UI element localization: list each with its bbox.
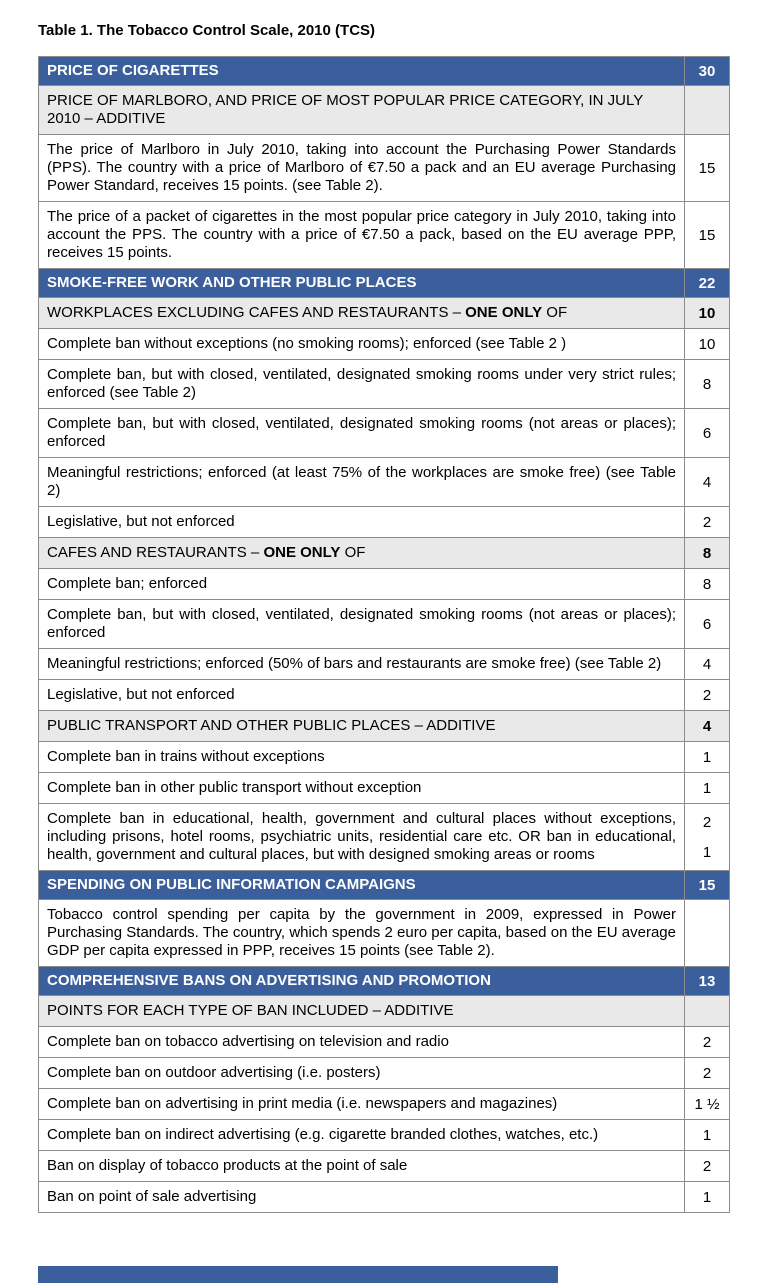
row-text-bold-segment: ONE ONLY — [263, 544, 341, 561]
tcs-table — [38, 56, 730, 1213]
row-text-segment: Complete ban, but with closed, ventilated, designated smoking rooms under very strict rules; enforced (see Table 2) — [47, 366, 676, 401]
table-row-item — [39, 201, 729, 268]
row-text — [39, 742, 685, 772]
row-value-number: 22 — [698, 274, 716, 292]
row-value-number: 2 — [702, 686, 712, 704]
row-value — [685, 86, 729, 134]
row-value-number: 1 — [702, 779, 712, 797]
table-row-item — [39, 803, 729, 870]
row-text — [39, 507, 685, 537]
row-text — [39, 804, 685, 870]
table-row-item — [39, 1119, 729, 1150]
row-text — [39, 1182, 685, 1212]
table-row-sub — [39, 537, 729, 568]
row-text-segment: Complete ban, but with closed, ventilated, designated smoking rooms (not areas or places); enforced — [47, 415, 676, 450]
row-text-segment: Meaningful restrictions; enforced (at least 75% of the workplaces are smoke free) (see Table 2) — [47, 464, 676, 499]
row-value — [685, 600, 729, 648]
row-text — [39, 1151, 685, 1181]
row-value — [685, 649, 729, 679]
table-row-section — [39, 966, 729, 995]
row-text-segment: PRICE OF CIGARETTES — [47, 62, 219, 79]
row-text — [39, 967, 685, 995]
row-text-segment: Complete ban in trains without exceptions — [47, 748, 325, 765]
next-section-header-partial — [38, 1266, 558, 1283]
table-row-item — [39, 741, 729, 772]
row-text — [39, 135, 685, 201]
table-row-item — [39, 1088, 729, 1119]
row-value-number: 2 — [702, 513, 712, 531]
row-text-segment: Ban on display of tobacco products at the point of sale — [47, 1157, 408, 1174]
row-text-segment: Legislative, but not enforced — [47, 686, 235, 703]
row-value — [685, 409, 729, 457]
row-value — [685, 871, 729, 899]
row-value — [685, 1120, 729, 1150]
row-text — [39, 1089, 685, 1119]
row-value-number: 4 — [702, 473, 712, 491]
row-text — [39, 996, 685, 1026]
row-value-number: 2 — [702, 1033, 712, 1051]
table-row-section — [39, 268, 729, 297]
table-row-item — [39, 408, 729, 457]
table-row-sub — [39, 710, 729, 741]
row-text-segment: PRICE OF MARLBORO, AND PRICE OF MOST POPULAR PRICE CATEGORY, IN JULY 2010 – ADDITIVE — [47, 92, 643, 127]
row-value — [685, 202, 729, 268]
row-value-number: 1 — [702, 748, 712, 766]
row-value — [685, 773, 729, 803]
row-value-number: 8 — [702, 544, 712, 562]
row-text-segment: COMPREHENSIVE BANS ON ADVERTISING AND PROMOTION — [47, 972, 491, 989]
row-text — [39, 680, 685, 710]
table-row-section — [39, 870, 729, 899]
row-value-number: 4 — [702, 655, 712, 673]
row-value — [685, 569, 729, 599]
row-text-segment: POINTS FOR EACH TYPE OF BAN INCLUDED – ADDITIVE — [47, 1002, 454, 1019]
row-text-segment: Meaningful restrictions; enforced (50% of bars and restaurants are smoke free) (see Table 2) — [47, 655, 662, 672]
row-text — [39, 269, 685, 297]
row-value — [685, 507, 729, 537]
row-text — [39, 871, 685, 899]
row-value-number: 1 — [702, 843, 712, 861]
row-value-number: 15 — [698, 226, 716, 244]
row-value-number: 2 — [702, 1064, 712, 1082]
row-text — [39, 298, 685, 328]
row-value-number: 30 — [698, 62, 716, 80]
table-row-item — [39, 1150, 729, 1181]
table-row-item — [39, 134, 729, 201]
table-row-item — [39, 648, 729, 679]
row-value — [685, 298, 729, 328]
row-text-segment: Ban on point of sale advertising — [47, 1188, 257, 1205]
row-text-segment: CAFES AND RESTAURANTS – — [47, 544, 264, 561]
row-value — [685, 458, 729, 506]
row-value-number: 8 — [702, 575, 712, 593]
table-row-item — [39, 506, 729, 537]
row-text-segment: Complete ban on tobacco advertising on television and radio — [47, 1033, 449, 1050]
row-value — [685, 269, 729, 297]
row-text — [39, 1120, 685, 1150]
row-value-number: 15 — [698, 159, 716, 177]
table-row-item — [39, 899, 729, 966]
row-text-segment: The price of Marlboro in July 2010, taking into account the Purchasing Power Standards (PPS). The country with a price of Marlboro of €7.50 a pack and an EU average Purchasing Power Standard, receives 15 points. (see Table 2). — [47, 141, 676, 194]
row-text — [39, 409, 685, 457]
row-value-number: 10 — [698, 335, 716, 353]
row-value — [685, 1089, 729, 1119]
row-text — [39, 202, 685, 268]
row-text — [39, 569, 685, 599]
row-value — [685, 680, 729, 710]
row-text-segment: Complete ban on advertising in print media (i.e. newspapers and magazines) — [47, 1095, 558, 1112]
row-text-segment: Tobacco control spending per capita by the government in 2009, expressed in Power Purchasing Standards. The country, which spends 2 euro per capita, based on the EU average GDP per capita expressed in PPP, receives 15 points (see Table 2). — [47, 906, 676, 959]
row-text-segment: Complete ban on outdoor advertising (i.e. posters) — [47, 1064, 381, 1081]
table-row-item — [39, 1057, 729, 1088]
row-text-segment: SMOKE-FREE WORK AND OTHER PUBLIC PLACES — [47, 274, 417, 291]
row-text-segment: WORKPLACES EXCLUDING CAFES AND RESTAURANTS – — [47, 304, 466, 321]
row-text — [39, 329, 685, 359]
row-value — [685, 804, 729, 870]
table-row-sub — [39, 85, 729, 134]
row-value — [685, 1058, 729, 1088]
row-value-number: 2 — [702, 813, 712, 831]
row-text-segment: Complete ban in educational, health, government and cultural places without exceptions, including prisons, hotel rooms, psychiatric units, residential care etc. OR ban in educational, health, government and cultural places, but with designed smoking areas or rooms — [47, 810, 676, 863]
table-row-item — [39, 1026, 729, 1057]
row-text — [39, 86, 685, 134]
row-value — [685, 57, 729, 85]
row-text — [39, 600, 685, 648]
row-value — [685, 135, 729, 201]
row-value — [685, 900, 729, 966]
row-value-number: 1 ½ — [694, 1095, 720, 1113]
table-row-item — [39, 1181, 729, 1212]
row-text — [39, 538, 685, 568]
row-value — [685, 1182, 729, 1212]
row-value-number: 1 — [702, 1188, 712, 1206]
row-value — [685, 1027, 729, 1057]
row-text — [39, 360, 685, 408]
row-value-number: 13 — [698, 972, 716, 990]
row-value-number: 10 — [698, 304, 716, 322]
row-value-number: 2 — [702, 1157, 712, 1175]
row-text — [39, 711, 685, 741]
row-value — [685, 742, 729, 772]
table-row-item — [39, 772, 729, 803]
table-row-item — [39, 359, 729, 408]
row-text-bold-segment: ONE ONLY — [465, 304, 543, 321]
row-value-number: 15 — [698, 876, 716, 894]
table-row-item — [39, 679, 729, 710]
row-text — [39, 900, 685, 966]
row-value-number: 1 — [702, 1126, 712, 1144]
row-text-segment: Complete ban without exceptions (no smoking rooms); enforced (see Table 2 ) — [47, 335, 567, 352]
row-value-number: 6 — [702, 424, 712, 442]
row-text-segment: Complete ban; enforced — [47, 575, 208, 592]
page-title: Table 1. The Tobacco Control Scale, 2010 (TCS) — [38, 22, 376, 39]
row-value — [685, 1151, 729, 1181]
table-row-item — [39, 568, 729, 599]
table-row-section — [39, 57, 729, 85]
row-text — [39, 1058, 685, 1088]
row-value — [685, 996, 729, 1026]
table-row-item — [39, 599, 729, 648]
table-row-item — [39, 328, 729, 359]
row-text-segment: OF — [340, 544, 366, 561]
row-text — [39, 458, 685, 506]
row-value — [685, 329, 729, 359]
row-text-segment: Legislative, but not enforced — [47, 513, 235, 530]
table-row-sub — [39, 995, 729, 1026]
row-text — [39, 1027, 685, 1057]
row-text-segment: Complete ban, but with closed, ventilated, designated smoking rooms (not areas or places); enforced — [47, 606, 676, 641]
table-row-item — [39, 457, 729, 506]
row-text — [39, 57, 685, 85]
row-text-segment: PUBLIC TRANSPORT AND OTHER PUBLIC PLACES – ADDITIVE — [47, 717, 496, 734]
table-row-sub — [39, 297, 729, 328]
row-value-number: 8 — [702, 375, 712, 393]
row-text-segment: Complete ban on indirect advertising (e.g. cigarette branded clothes, watches, etc.) — [47, 1126, 599, 1143]
row-text-segment: OF — [542, 304, 568, 321]
row-text — [39, 773, 685, 803]
row-text — [39, 649, 685, 679]
row-text-segment: SPENDING ON PUBLIC INFORMATION CAMPAIGNS — [47, 876, 416, 893]
row-value — [685, 967, 729, 995]
row-text-segment: The price of a packet of cigarettes in the most popular price category in July 2010, taking into account the PPS. The country with a price of €7.50 a pack, based on the EU average PPP, receives 15 points. — [47, 208, 676, 261]
row-value — [685, 711, 729, 741]
row-value-number: 4 — [702, 717, 712, 735]
row-value-number: 6 — [702, 615, 712, 633]
row-text-segment: Complete ban in other public transport without exception — [47, 779, 422, 796]
row-value — [685, 538, 729, 568]
row-value — [685, 360, 729, 408]
